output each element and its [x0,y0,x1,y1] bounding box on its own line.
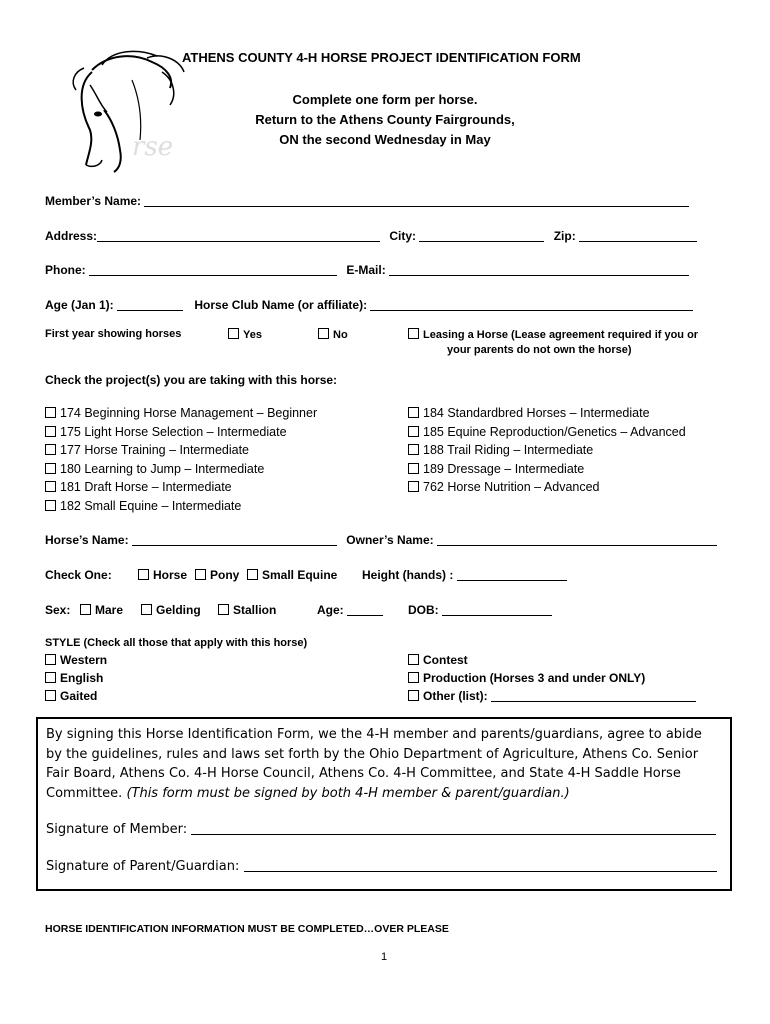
style-other[interactable]: Other (list): [408,689,696,703]
zip-field[interactable] [579,229,697,242]
height-row [362,568,567,582]
project-checkbox[interactable] [45,444,56,455]
svg-text:rse: rse [132,132,174,162]
project-item[interactable]: 189 Dressage – Intermediate [408,462,686,481]
other-field[interactable] [491,689,696,702]
contest-checkbox[interactable] [408,654,419,665]
project-item[interactable]: 180 Learning to Jump – Intermediate [45,462,317,481]
small-equine-checkbox[interactable] [247,569,258,580]
project-item[interactable]: 175 Light Horse Selection – Intermediate [45,425,317,444]
city-field[interactable] [419,229,544,242]
leasing-option[interactable] [408,328,698,341]
stallion-checkbox[interactable] [218,604,229,615]
style-production[interactable]: Production (Horses 3 and under ONLY) [408,671,645,685]
phone-label: Phone: [45,263,86,277]
height-label: Height (hands) : [362,568,454,582]
horse-head-logo [62,50,192,175]
age-label: Age (Jan 1): [45,298,114,312]
project-item[interactable]: 185 Equine Reproduction/Genetics – Advanced [408,425,686,444]
project-checkbox[interactable] [45,500,56,511]
no-label: No [333,329,348,341]
horse-age-label: Age: [317,603,344,617]
phone-field[interactable] [89,263,337,276]
leasing-label: Leasing a Horse (Lease agreement required if you or [423,329,699,341]
page-number: 1 [381,951,388,963]
project-checkbox[interactable] [45,407,56,418]
project-checkbox[interactable] [45,463,56,474]
sex-gelding[interactable]: Gelding [141,603,201,617]
club-field[interactable] [370,298,693,311]
first-year-yes[interactable] [228,328,262,341]
other-checkbox[interactable] [408,690,419,701]
type-horse[interactable]: Horse [138,568,187,582]
western-checkbox[interactable] [45,654,56,665]
phone-row [45,263,689,277]
style-heading: STYLE (Check all those that apply with this horse) [45,637,308,649]
sex-label: Sex: [45,603,71,617]
first-year-no[interactable] [318,328,348,341]
footer-note: HORSE IDENTIFICATION INFORMATION MUST BE COMPLETED…OVER PLEASE [45,923,449,935]
horse-name-row [45,533,717,547]
project-item[interactable]: 181 Draft Horse – Intermediate [45,480,317,499]
member-signature-row [46,822,716,837]
dob-field[interactable] [442,603,552,616]
project-item[interactable]: 182 Small Equine – Intermediate [45,499,317,518]
parent-signature-field[interactable] [244,859,717,872]
members-name-row [45,194,689,208]
address-label: Address: [45,229,98,243]
project-checkbox[interactable] [45,481,56,492]
style-contest[interactable]: Contest [408,653,468,667]
height-field[interactable] [457,568,567,581]
project-checkbox[interactable] [408,444,419,455]
leasing-label-2: your parents do not own the horse) [447,344,632,356]
subtitle-2: Return to the Athens County Fairgrounds, [255,112,515,127]
email-label: E-Mail: [346,263,386,277]
zip-label: Zip: [553,229,576,243]
style-western[interactable]: Western [45,653,107,667]
check-one-row [45,568,112,582]
dob-row [408,603,552,617]
city-label: City: [389,229,417,243]
type-small-equine[interactable]: Small Equine [247,568,337,582]
projects-right-list [408,406,686,499]
horse-age-field[interactable] [347,603,383,616]
leasing-checkbox[interactable] [408,328,419,339]
project-item[interactable]: 174 Beginning Horse Management – Beginner [45,406,317,425]
project-item[interactable]: 188 Trail Riding – Intermediate [408,443,686,462]
gelding-checkbox[interactable] [141,604,152,615]
project-item[interactable]: 177 Horse Training – Intermediate [45,443,317,462]
no-checkbox[interactable] [318,328,329,339]
subtitle-1: Complete one form per horse. [292,92,478,107]
type-pony[interactable]: Pony [195,568,239,582]
sex-stallion[interactable]: Stallion [218,603,276,617]
project-checkbox[interactable] [408,481,419,492]
signature-statement-italic: (This form must be signed by both 4-H member & parent/guardian.) [126,785,570,801]
yes-label: Yes [243,329,262,341]
check-one-label: Check One: [45,568,112,582]
address-field[interactable] [97,229,380,242]
owner-name-label: Owner’s Name: [346,533,434,547]
projects-heading: Check the project(s) you are taking with this horse: [45,373,338,387]
horse-checkbox[interactable] [138,569,149,580]
parent-signature-row [46,859,717,874]
english-checkbox[interactable] [45,672,56,683]
style-gaited[interactable]: Gaited [45,689,97,703]
address-row [45,229,697,243]
parent-signature-label: Signature of Parent/Guardian: [46,859,240,874]
member-signature-field[interactable] [191,822,716,835]
project-checkbox[interactable] [45,426,56,437]
sex-mare[interactable]: Mare [80,603,123,617]
members-name-label: Member’s Name: [45,194,142,208]
production-checkbox[interactable] [408,672,419,683]
first-year-label: First year showing horses [45,328,182,340]
project-item[interactable]: 762 Horse Nutrition – Advanced [408,480,686,499]
horse-name-field[interactable] [132,533,337,546]
club-label: Horse Club Name (or affiliate): [194,298,368,312]
signature-box [36,717,732,891]
yes-checkbox[interactable] [228,328,239,339]
age-row [45,298,693,312]
member-signature-label: Signature of Member: [46,822,188,837]
owner-name-field[interactable] [437,533,717,546]
project-checkbox[interactable] [408,407,419,418]
project-checkbox[interactable] [408,463,419,474]
email-field[interactable] [389,263,689,276]
dob-label: DOB: [408,603,439,617]
project-item[interactable]: 184 Standardbred Horses – Intermediate [408,406,686,425]
gaited-checkbox[interactable] [45,690,56,701]
style-english[interactable]: English [45,671,103,685]
members-name-field[interactable] [144,194,689,207]
age-field[interactable] [117,298,183,311]
mare-checkbox[interactable] [80,604,91,615]
horse-name-label: Horse’s Name: [45,533,129,547]
horse-age-row [317,603,383,617]
form-title: ATHENS COUNTY 4-H HORSE PROJECT IDENTIFICATION FORM [182,50,581,65]
signature-statement: By signing this Horse Identification Form, we the 4-H member and parents/guardians, agree to abide by the guidelines, rules and laws set forth by the Ohio Department of Agriculture, Athens Co. Senior Fair Board, Athens Co. 4-H Horse Council, Athens Co. 4-H Committee, and State 4-H Saddle Horse Committee. (This form must be signed by both 4-H member & parent/guardian.) [46,727,702,801]
subtitle-3: ON the second Wednesday in May [279,132,491,147]
project-checkbox[interactable] [408,426,419,437]
projects-left-list [45,406,317,517]
pony-checkbox[interactable] [195,569,206,580]
